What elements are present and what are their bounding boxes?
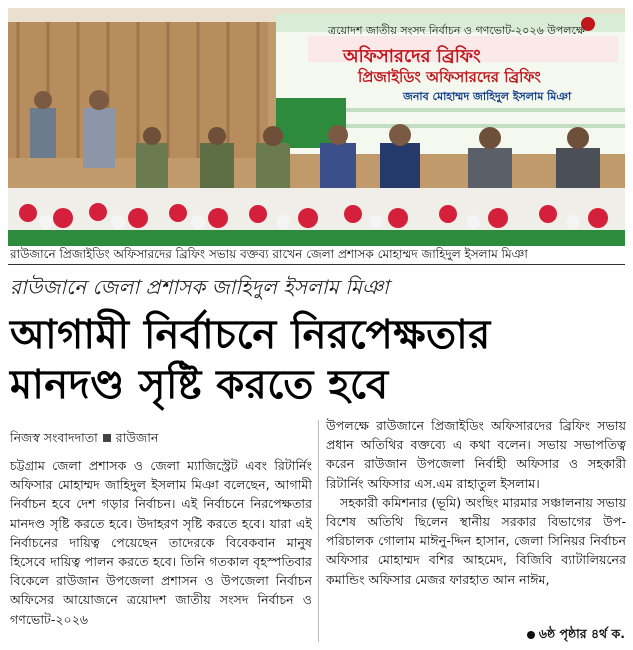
reporter-label: নিজস্ব সংবাদদাতা	[10, 430, 98, 445]
continued-on-page	[527, 626, 625, 646]
article-paragraph: উপলক্ষে রাউজানে প্রিজাইডিং অফিসারদের ব্রিফিং সভায় প্রধান অতিথির বক্তব্যে এ কথা বলেন। সভায় সভাপতিত্ব করেন রাউজান উপজেলা নির্বাহী অফিসার ও সহকারী রিটার্নিং অফিসার এস.এম রাহাতুল ইসলাম।	[326, 418, 626, 491]
article-column-right	[326, 416, 626, 589]
briefing-scene-image	[8, 8, 625, 246]
caption-divider	[8, 264, 625, 265]
byline	[10, 430, 158, 450]
main-headline-line-2: মানদণ্ড সৃষ্টি করতে হবে	[10, 362, 389, 408]
banner-line-1: ত্রয়োদশ জাতীয় সংসদ নির্বাচন ও গণভোট-২০২৬ উপলক্ষে	[328, 24, 585, 37]
separator-square-icon	[103, 434, 111, 442]
kicker-headline: রাউজানে জেলা প্রশাসক জাহিদুল ইসলাম মিঞা	[10, 275, 389, 299]
banner-line-4: জনাব মোহাম্মদ জাহিদুল ইসলাম মিঞা	[403, 90, 572, 103]
dateline-location: রাউজান	[115, 430, 159, 445]
article-column-left	[10, 456, 312, 629]
article-paragraph: চট্টগ্রাম জেলা প্রশাসক ও জেলা ম্যাজিস্ট্রেট এবং রিটার্নিং অফিসার মোহাম্মদ জাহিদুল ইসলাম মিঞা বলেছেন, আগামী নির্বাচন হবে দেশ গড়ার নির্বাচন। এই নির্বাচনে নিরপেক্ষতার মানদণ্ড সৃষ্টি করতে হবে। উদাহরণ সৃষ্টি করতে হবে। যারা এই নির্বাচনের দায়িত্ব পেয়েছেন তাদেরকে বিবেকবান মানুষ হিসেবে দায়িত্ব পালন করতে হবে। তিনি গতকাল বৃহস্পতিবার বিকেলে রাউজান উপজেলা প্রশাসন ও উপজেলা নির্বাচন অফিসের আয়োজনে ত্রয়োদশ জাতীয় সংসদ নির্বাচন ও গণভোট-২০২৬	[10, 458, 312, 627]
main-headline-line-1: আগামী নির্বাচনে নিরপেক্ষতার	[10, 312, 491, 358]
photo-caption: রাউজানে প্রিজাইডিং অফিসারদের ব্রিফিং সভায় বক্তব্য রাখেন জেলা প্রশাসক মোহাম্মদ জাহিদুল ইসলাম মিঞা	[10, 247, 528, 261]
article-paragraph: সহকারী কমিশনার (ভূমি) অংছিং মারমার সঞ্চালনায় সভায় বিশেষ অতিথি ছিলেন স্থানীয় সরকার বিভাগের উপ-পরিচালক গোলাম মাঈনু-দ্দিন হাসান, জেলা সিনিয়র নির্বাচন অফিসার মোহাম্মদ বশির আহমেদ, বিজিবি ব্যাটালিয়নের কমান্ডিং অফিসার মেজর ফারহাত আন নাঈম,	[326, 494, 626, 587]
bullet-icon	[527, 631, 535, 639]
continued-text: ৬ষ্ঠ পৃষ্ঠার ৪র্থ ক.	[538, 626, 625, 641]
news-photo	[8, 8, 625, 246]
column-divider	[318, 420, 319, 642]
banner-line-3: প্রিজাইডিং অফিসারদের ব্রিফিং	[358, 68, 541, 86]
banner-line-2: অফিসারদের ব্রিফিং	[343, 46, 481, 67]
